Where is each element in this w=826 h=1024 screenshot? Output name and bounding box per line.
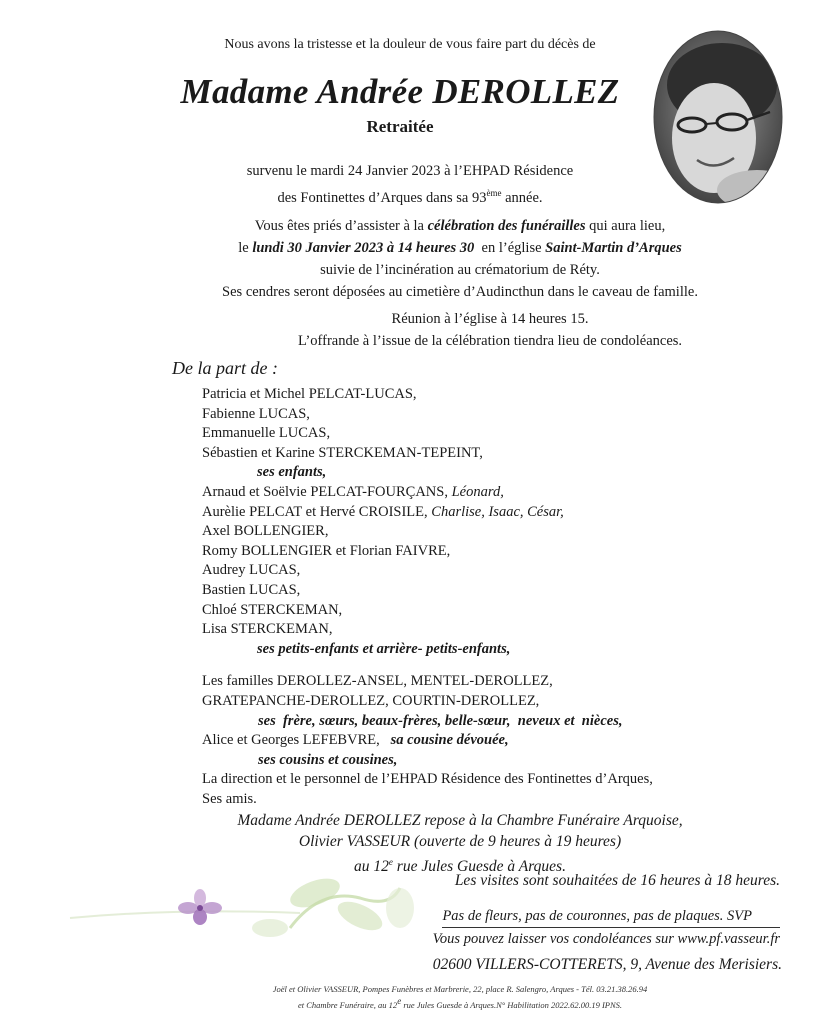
family-member: Les familles DEROLLEZ-ANSEL, MENTEL-DEROLLEZ, [202,673,553,690]
family-member: Alice et Georges LEFEBVRE, sa cousine dévouée, [202,732,509,749]
ceremony-line-1: Vous êtes priés d’assister à la célébration des funérailles qui aura lieu, [254,218,666,234]
condolences-note: Vous pouvez laisser vos condoléances sur www.pf.vasseur.fr [432,931,780,947]
family-member: La direction et le personnel de l’EHPAD Résidence des Fontinettes d’Arques, [202,771,653,788]
family-member: Sébastien et Karine STERCKEMAN-TEPEINT, [202,444,483,461]
family-member: Romy BOLLENGIER et Florian FAIVRE, [202,542,451,559]
ceremony-line-4: Ses cendres seront déposées au cimetière d’Audincthun dans le caveau de famille. [222,284,698,300]
family-member: GRATEPANCHE-DEROLLEZ, COURTIN-DEROLLEZ, [202,692,540,709]
ceremony-line-3: suivie de l’incinération au crématorium de Réty. [320,262,600,278]
meeting-line-2: L’offrande à l’issue de la célébration tiendra lieu de condoléances. [297,333,683,349]
family-member: Fabienne LUCAS, [202,405,310,422]
family-member: Chloé STERCKEMAN, [202,601,343,618]
no-flowers-note: Pas de fleurs, pas de couronnes, pas de plaques. SVP [380,905,780,928]
footer-line-1: Joël et Olivier VASSEUR, Pompes Funèbres et Marbrerie, 22, place R. Salengro, Arques - Tél. 03.21.38.26.94 [272,984,648,994]
notes [380,905,780,950]
ceremony-line-2: le lundi 30 Janvier 2023 à 14 heures 30 en l’église Saint-Martin d’Arques [238,240,682,256]
relation-label: ses petits-enfants et arrière- petits-enfants, [257,640,511,657]
funeral-home-line-1: Madame Andrée DEROLLEZ repose à la Chambre Funéraire Arquoise, [237,812,683,829]
death-line-2: des Fontinettes d’Arques dans sa 93ème année. [277,188,543,206]
family-member: Audrey LUCAS, [202,562,301,579]
family-member: Lisa STERCKEMAN, [202,621,333,638]
death-announcement [150,160,670,209]
footer-line-2: et Chambre Funéraire, au 12e rue Jules Guesde à Arques.N° Habilitation 2022.62.00.19 IPNS. [297,996,623,1010]
death-line-1: survenu le mardi 24 Janvier 2023 à l’EHPAD Résidence [246,163,574,179]
ceremony-details [150,215,770,303]
family-member: Patricia et Michel PELCAT-LUCAS, [202,386,417,402]
relation-label: ses cousins et cousines, [258,751,398,768]
family-member: Bastien LUCAS, [202,581,301,598]
meeting-info [180,308,800,352]
relation-label: ses enfants, [257,464,327,481]
meeting-line-1: Réunion à l’église à 14 heures 15. [391,311,589,327]
profession: Retraitée [366,117,434,136]
family-member: Ses amis. [202,790,257,807]
address: 02600 VILLERS-COTTERETS, 9, Avenue des Merisiers. [432,956,782,973]
footer-info [200,983,720,1011]
portrait-photo [652,30,784,205]
family-member: Emmanuelle LUCAS, [202,425,331,442]
family-member: Axel BOLLENGIER, [202,523,329,540]
relation-label: ses frère, sœurs, beaux-frères, belle-sœur, neveux et nièces, [258,712,623,729]
family-list [202,385,653,809]
family-heading: De la part de : [172,358,278,378]
funeral-home-line-3: au 12e rue Jules Guesde à Arques. [354,857,566,876]
funeral-home-line-2: Olivier VASSEUR (ouverte de 9 heures à 19 heures) [298,833,622,850]
visiting-hours: Les visites sont souhaitées de 16 heures à 18 heures. [454,872,780,889]
orchid-decoration-icon [60,868,420,948]
intro-text: Nous avons la tristesse et la douleur de vous faire part du décès de [224,37,596,52]
family-member: Arnaud et Soëlvie PELCAT-FOURÇANS, Léonard, [202,483,504,500]
family-member: Aurèlie PELCAT et Hervé CROISILE, Charlise, Isaac, César, [202,503,564,520]
deceased-name: Madame Andrée DEROLLEZ [180,72,620,111]
